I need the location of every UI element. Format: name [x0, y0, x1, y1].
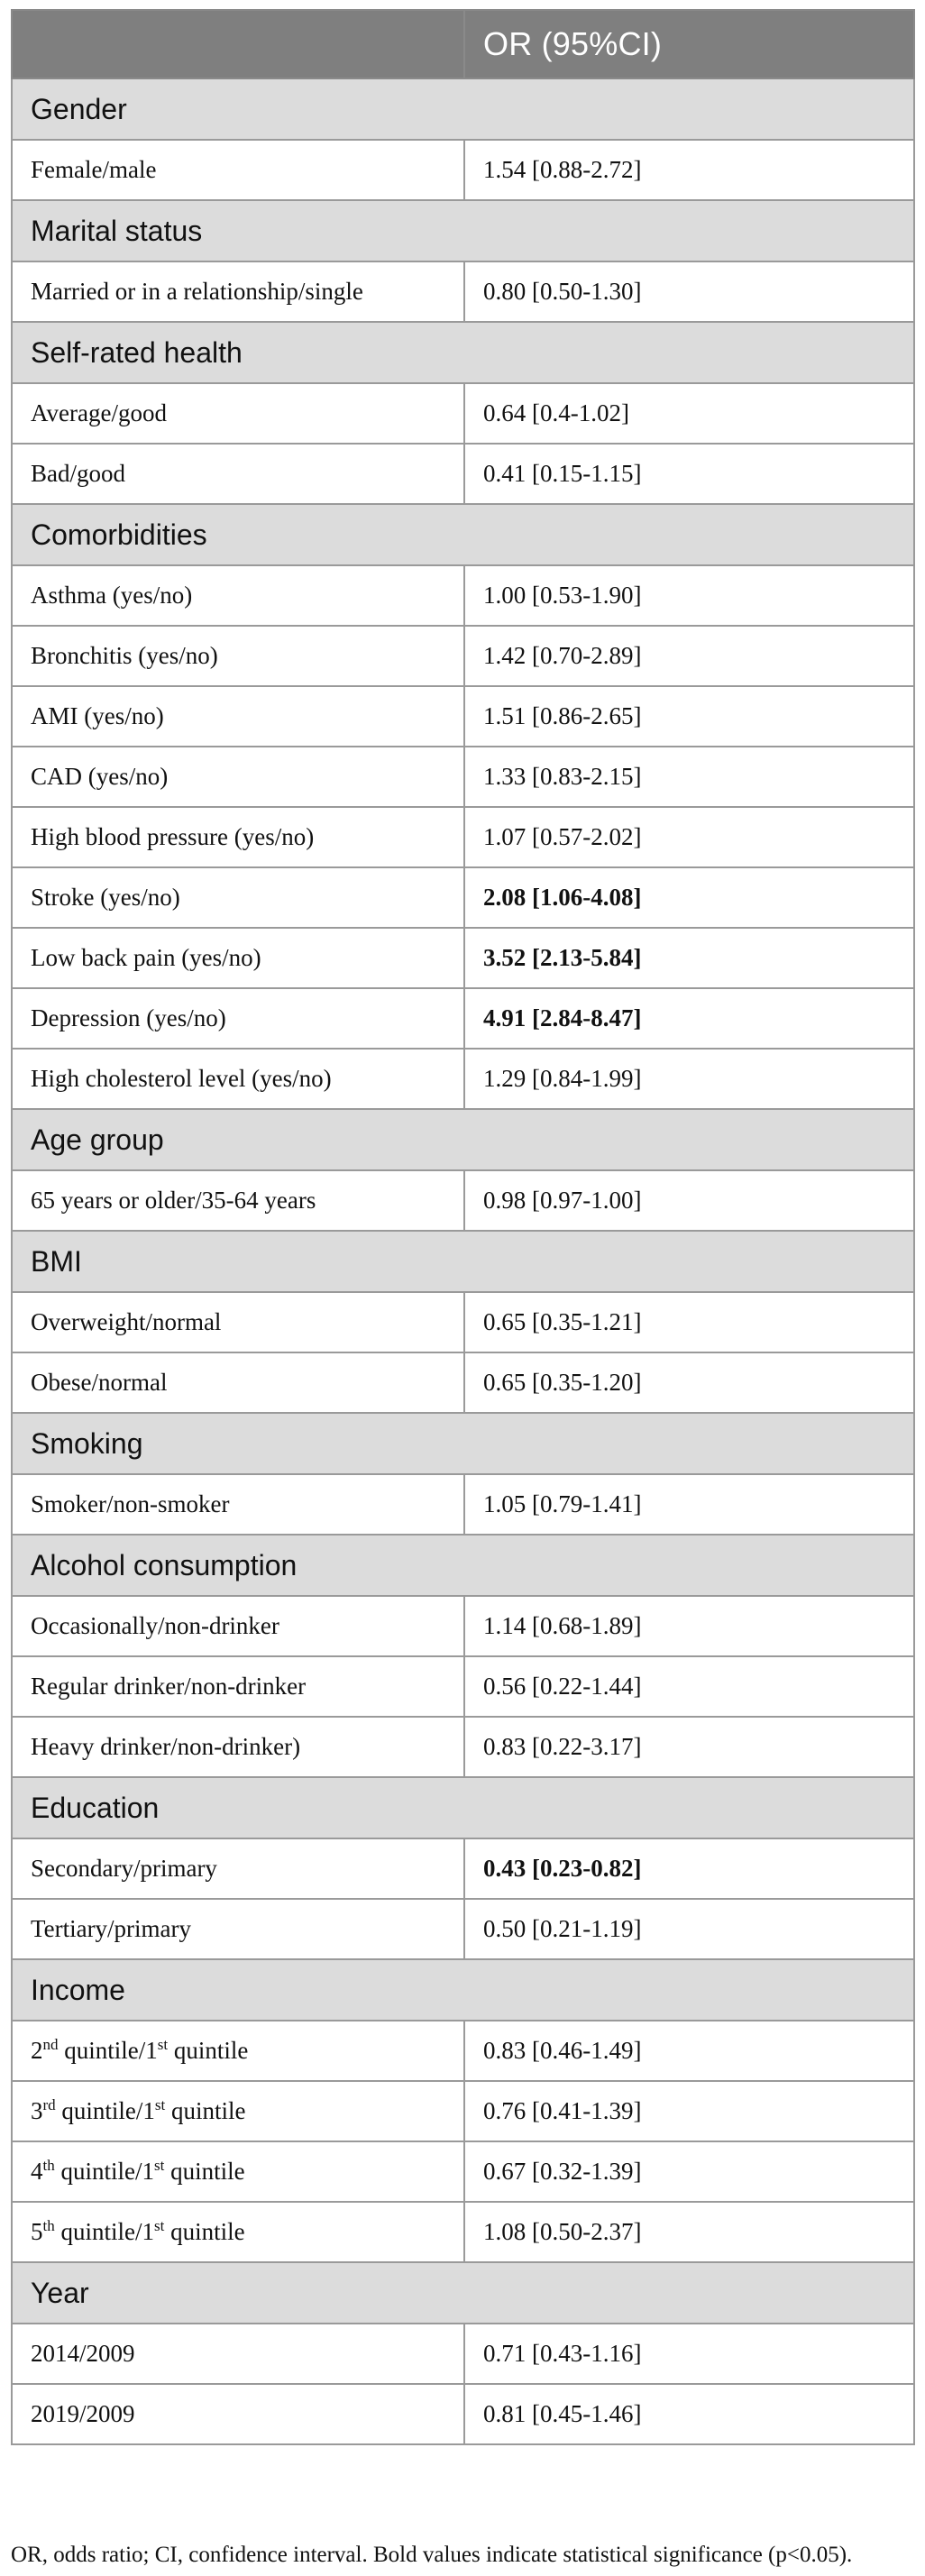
row-or-value [464, 444, 914, 504]
row-label: Regular drinker/non-drinker [12, 1656, 464, 1717]
odds-ratio-table-container [11, 9, 913, 2445]
row-label: Female/male [12, 140, 464, 200]
section-header-row [12, 1413, 914, 1474]
section-header-row [12, 504, 914, 565]
row-or-value [464, 1352, 914, 1413]
table-row [12, 2384, 914, 2444]
ordinal-suffix: nd [42, 2036, 59, 2053]
label-text: 2 [31, 2037, 43, 2064]
or-value-text: 0.41 [0.15-1.15] [483, 460, 642, 487]
row-label: Bad/good [12, 444, 464, 504]
section-title: Self-rated health [12, 322, 914, 383]
row-or-value [464, 1170, 914, 1231]
section-header-row [12, 2262, 914, 2324]
section-title: BMI [12, 1231, 914, 1292]
ordinal-suffix: st [154, 2096, 166, 2113]
row-label: 2014/2009 [12, 2324, 464, 2384]
row-or-value [464, 807, 914, 867]
section-header-row [12, 78, 914, 140]
row-or-value [464, 1596, 914, 1656]
or-value-text: 1.42 [0.70-2.89] [483, 642, 642, 669]
or-value-text: 0.65 [0.35-1.20] [483, 1369, 642, 1396]
or-value-text: 1.08 [0.50-2.37] [483, 2218, 642, 2245]
table-row [12, 140, 914, 200]
row-or-value [464, 1049, 914, 1109]
row-label: High blood pressure (yes/no) [12, 807, 464, 867]
or-value-text: 0.56 [0.22-1.44] [483, 1673, 642, 1700]
table-row [12, 928, 914, 988]
table-body [12, 78, 914, 2444]
table-header-row [12, 10, 914, 78]
label-text: 4 [31, 2158, 43, 2185]
row-or-value [464, 928, 914, 988]
row-label: High cholesterol level (yes/no) [12, 1049, 464, 1109]
row-or-value [464, 2202, 914, 2262]
ordinal-suffix: th [42, 2217, 55, 2234]
or-value-text: 1.29 [0.84-1.99] [483, 1065, 642, 1092]
or-value-text: 0.65 [0.35-1.21] [483, 1308, 642, 1335]
table-footnote: OR, odds ratio; CI, confidence interval. Bold values indicate statistical significance (p<0.05). [11, 2543, 853, 2567]
or-value-text: 0.50 [0.21-1.19] [483, 1915, 642, 1942]
label-text: quintile/1 [55, 2097, 155, 2124]
row-or-value [464, 867, 914, 928]
section-header-row [12, 1109, 914, 1170]
ordinal-suffix: st [157, 2036, 169, 2053]
section-title: Income [12, 1959, 914, 2021]
section-header-row [12, 1231, 914, 1292]
significant-or-value: 0.43 [0.23-0.82] [483, 1855, 642, 1882]
significant-or-value: 4.91 [2.84-8.47] [483, 1004, 642, 1031]
ordinal-suffix: st [153, 2157, 165, 2174]
row-or-value [464, 1474, 914, 1535]
label-text: quintile [164, 2218, 245, 2245]
table-row [12, 1170, 914, 1231]
table-row [12, 2081, 914, 2141]
table-row [12, 1049, 914, 1109]
row-or-value [464, 988, 914, 1049]
row-or-value [464, 626, 914, 686]
section-title: Gender [12, 78, 914, 140]
row-or-value [464, 686, 914, 747]
label-text: quintile [165, 2097, 246, 2124]
row-label: 65 years or older/35-64 years [12, 1170, 464, 1231]
row-label: Bronchitis (yes/no) [12, 626, 464, 686]
table-row [12, 686, 914, 747]
row-or-value [464, 1899, 914, 1959]
or-value-text: 1.33 [0.83-2.15] [483, 763, 642, 790]
row-label [12, 2141, 464, 2202]
table-row [12, 1292, 914, 1352]
table-row [12, 261, 914, 322]
or-value-text: 1.14 [0.68-1.89] [483, 1612, 642, 1639]
section-title: Age group [12, 1109, 914, 1170]
or-value-text: 0.80 [0.50-1.30] [483, 278, 642, 305]
table-row [12, 1352, 914, 1413]
or-value-text: 0.71 [0.43-1.16] [483, 2340, 642, 2367]
or-value-text: 1.51 [0.86-2.65] [483, 702, 642, 729]
row-label: Overweight/normal [12, 1292, 464, 1352]
table-row [12, 383, 914, 444]
label-text: quintile/1 [58, 2037, 158, 2064]
row-label: Stroke (yes/no) [12, 867, 464, 928]
row-label: Married or in a relationship/single [12, 261, 464, 322]
row-or-value [464, 140, 914, 200]
section-header-row [12, 322, 914, 383]
table-row [12, 1899, 914, 1959]
label-text: quintile/1 [54, 2158, 154, 2185]
table-row [12, 807, 914, 867]
or-value-text: 1.05 [0.79-1.41] [483, 1490, 642, 1517]
row-label: Asthma (yes/no) [12, 565, 464, 626]
row-label: AMI (yes/no) [12, 686, 464, 747]
table-row [12, 2021, 914, 2081]
row-label [12, 2081, 464, 2141]
row-label: Smoker/non-smoker [12, 1474, 464, 1535]
odds-ratio-table [11, 9, 915, 2445]
table-row [12, 1838, 914, 1899]
section-header-row [12, 1535, 914, 1596]
row-label: Secondary/primary [12, 1838, 464, 1899]
table-row [12, 988, 914, 1049]
table-row [12, 867, 914, 928]
row-label: Tertiary/primary [12, 1899, 464, 1959]
label-text: quintile [168, 2037, 249, 2064]
row-or-value [464, 1656, 914, 1717]
row-or-value [464, 2141, 914, 2202]
row-or-value [464, 383, 914, 444]
label-text: quintile [164, 2158, 245, 2185]
section-header-row [12, 1777, 914, 1838]
row-or-value [464, 261, 914, 322]
row-label: Heavy drinker/non-drinker) [12, 1717, 464, 1777]
row-label: 2019/2009 [12, 2384, 464, 2444]
header-or-ci-cell: OR (95%CI) [464, 10, 914, 78]
or-value-text: 1.07 [0.57-2.02] [483, 823, 642, 850]
row-label: CAD (yes/no) [12, 747, 464, 807]
row-or-value [464, 1292, 914, 1352]
section-title: Alcohol consumption [12, 1535, 914, 1596]
section-title: Smoking [12, 1413, 914, 1474]
ordinal-suffix: rd [42, 2096, 56, 2113]
ordinal-suffix: th [42, 2157, 55, 2174]
label-text: quintile/1 [54, 2218, 154, 2245]
section-title: Comorbidities [12, 504, 914, 565]
row-or-value [464, 2324, 914, 2384]
or-value-text: 0.76 [0.41-1.39] [483, 2097, 642, 2124]
or-value-text: 0.83 [0.46-1.49] [483, 2037, 642, 2064]
or-value-text: 0.81 [0.45-1.46] [483, 2400, 642, 2427]
or-value-text: 0.67 [0.32-1.39] [483, 2158, 642, 2185]
row-or-value [464, 2384, 914, 2444]
or-value-text: 0.98 [0.97-1.00] [483, 1187, 642, 1214]
or-value-text: 1.00 [0.53-1.90] [483, 582, 642, 609]
row-or-value [464, 565, 914, 626]
ordinal-suffix: st [153, 2217, 165, 2234]
table-row [12, 1474, 914, 1535]
header-variable-cell [12, 10, 464, 78]
or-value-text: 0.64 [0.4-1.02] [483, 399, 629, 426]
or-value-text: 1.54 [0.88-2.72] [483, 156, 642, 183]
row-label: Occasionally/non-drinker [12, 1596, 464, 1656]
table-row [12, 444, 914, 504]
row-or-value [464, 1838, 914, 1899]
label-text: 5 [31, 2218, 43, 2245]
table-row [12, 2202, 914, 2262]
table-row [12, 1596, 914, 1656]
row-label [12, 2021, 464, 2081]
table-row [12, 2141, 914, 2202]
section-title: Year [12, 2262, 914, 2324]
table-row [12, 626, 914, 686]
section-header-row [12, 1959, 914, 2021]
row-or-value [464, 2081, 914, 2141]
row-label: Average/good [12, 383, 464, 444]
section-title: Education [12, 1777, 914, 1838]
row-or-value [464, 1717, 914, 1777]
table-row [12, 747, 914, 807]
row-label: Depression (yes/no) [12, 988, 464, 1049]
row-label: Obese/normal [12, 1352, 464, 1413]
table-row [12, 1717, 914, 1777]
significant-or-value: 3.52 [2.13-5.84] [483, 944, 642, 971]
section-title: Marital status [12, 200, 914, 261]
table-row [12, 2324, 914, 2384]
significant-or-value: 2.08 [1.06-4.08] [483, 884, 642, 911]
table-row [12, 565, 914, 626]
label-text: 3 [31, 2097, 43, 2124]
section-header-row [12, 200, 914, 261]
row-or-value [464, 2021, 914, 2081]
row-label [12, 2202, 464, 2262]
row-label: Low back pain (yes/no) [12, 928, 464, 988]
row-or-value [464, 747, 914, 807]
or-value-text: 0.83 [0.22-3.17] [483, 1733, 642, 1760]
table-row [12, 1656, 914, 1717]
